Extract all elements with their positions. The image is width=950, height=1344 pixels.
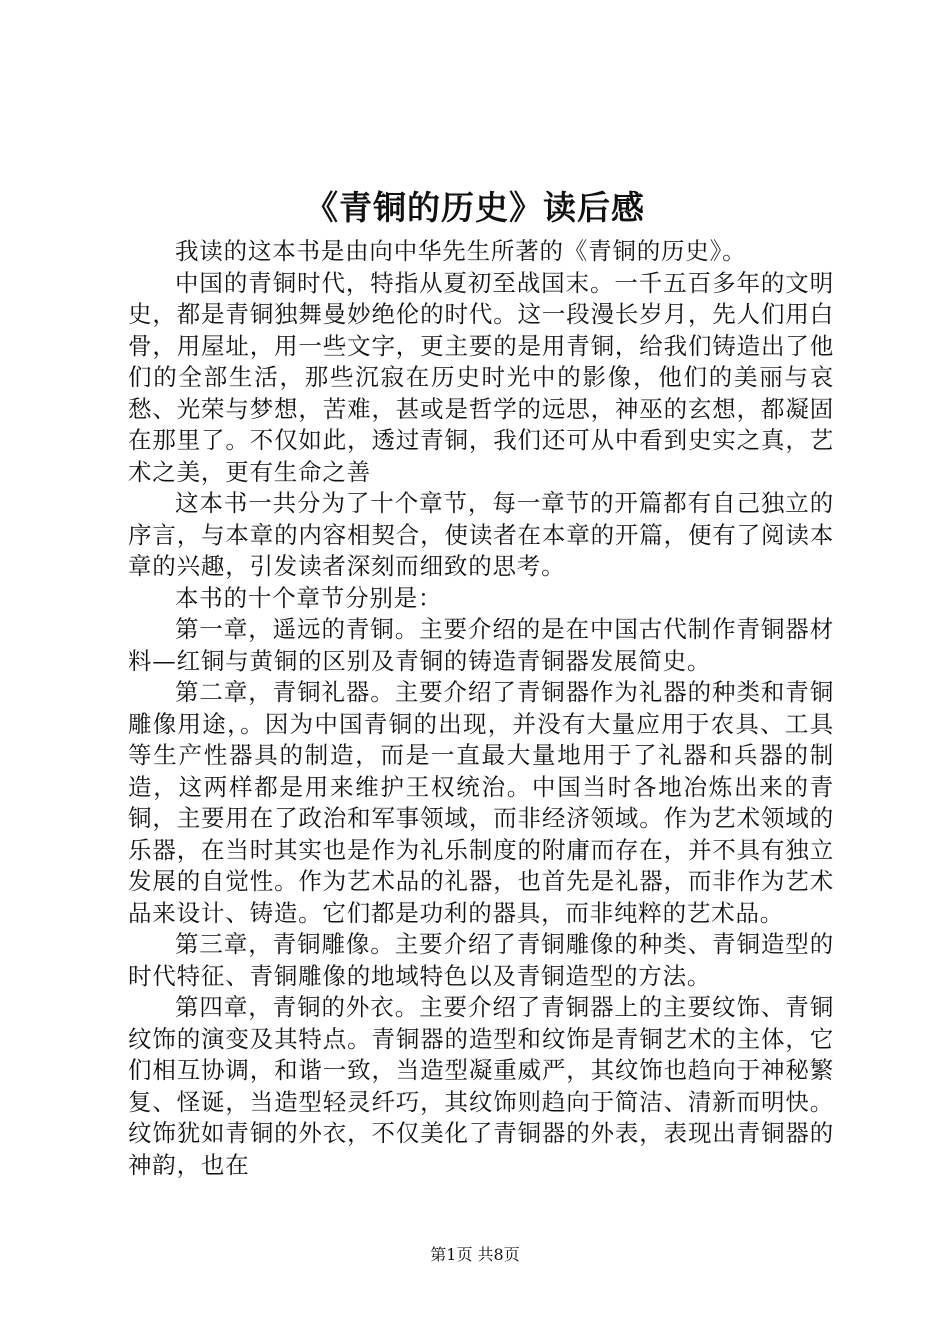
paragraph-chapter-1: 第一章，遥远的青铜。主要介绍的是在中国古代制作青铜器材料—红铜与黄铜的区别及青铜的铸造青铜器发展简史。 xyxy=(128,615,834,675)
paragraph-bronze-age: 中国的青铜时代，特指从夏初至战国末。一千五百多年的文明史，都是青铜独舞曼妙绝伦的时代。这一段漫长岁月，先人们用白骨，用屋址，用一些文字，更主要的是用青铜，给我们铸造出了他们的全部生活，那些沉寂在历史时光中的影像，他们的美丽与哀愁、光荣与梦想，苦难，甚或是哲学的远思，神巫的玄想，都凝固在那里了。不仅如此，透过青铜，我们还可从中看到史实之真，艺术之美，更有生命之善 xyxy=(128,268,834,486)
page-footer: 第1页 共8页 xyxy=(430,1245,520,1264)
document-body xyxy=(128,236,834,1181)
paragraph-chapter-list-intro: 本书的十个章节分别是： xyxy=(175,583,443,612)
paragraph-intro: 我读的这本书是由向中华先生所著的《青铜的历史》。 xyxy=(175,237,747,265)
paragraph-book-structure: 这本书一共分为了十个章节，每一章节的开篇都有自己独立的序言，与本章的内容相契合，使读者在本章的开篇，便有了阅读本章的兴趣，引发读者深刻而细致的思考。 xyxy=(128,489,834,580)
paragraph-chapter-2: 第二章，青铜礼器。主要介绍了青铜器作为礼器的种类和青铜雕像用途，。因为中国青铜的出现，并没有大量应用于农具、工具等生产性器具的制造，而是一直最大量地用于了礼器和兵器的制造，这两样都是用来维护王权统治。中国当时各地冶炼出来的青铜，主要用在了政治和军事领域，而非经济领域。作为艺术领域的乐器，在当时其实也是作为礼乐制度的附庸而存在，并不具有独立发展的自觉性。作为艺术品的礼器，也首先是礼器，而非作为艺术品来设计、铸造。它们都是功利的器具，而非纯粹的艺术品。 xyxy=(128,678,834,927)
paragraph-chapter-4: 第四章，青铜的外衣。主要介绍了青铜器上的主要纹饰、青铜纹饰的演变及其特点。青铜器的造型和纹饰是青铜艺术的主体，它们相互协调，和谐一致，当造型凝重威严，其纹饰也趋向于神秘繁复、怪诞，当造型轻灵纤巧，其纹饰则趋向于简洁、清新而明快。纹饰犹如青铜的外衣，不仅美化了青铜器的外表，表现出青铜器的神韵，也在 xyxy=(128,993,834,1179)
paragraph-chapter-3: 第三章，青铜雕像。主要介绍了青铜雕像的种类、青铜造型的时代特征、青铜雕像的地域特色以及青铜造型的方法。 xyxy=(128,930,834,990)
document-title: 《青铜的历史》读后感 xyxy=(305,188,645,227)
